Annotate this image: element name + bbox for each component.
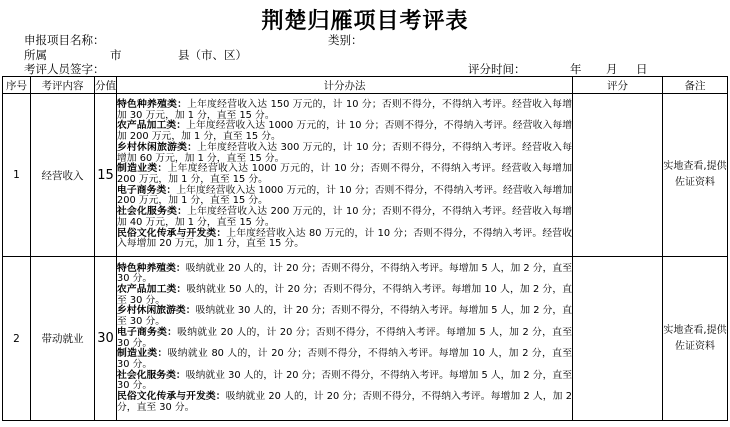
method-entry (117, 121, 572, 142)
method-entry (117, 264, 572, 285)
method-category: 社会化服务类： (117, 369, 186, 381)
method-category: 民俗文化传承与开发类： (117, 391, 226, 403)
method-text: 吸纳就业 20 人的，计 20 分；否则不得分，不得纳入考评。每增加 5 人，加 2 分，直至 30 分。 (117, 262, 573, 285)
method-entry (117, 164, 572, 185)
year-label: 年 (570, 62, 582, 76)
table-header-row (3, 77, 728, 94)
header-content: 考评内容 (31, 77, 95, 94)
row-method (117, 94, 573, 257)
time-label: 评分时间： (468, 62, 526, 76)
method-category: 制造业类： (117, 348, 168, 360)
header-note: 备注 (663, 77, 728, 94)
method-text: 吸纳就业 20 人的，计 20 分；否则不得分，不得纳入考评。每增加 5 人，加 2 分，直至 30 分。 (117, 326, 573, 349)
header-no: 序号 (3, 77, 31, 94)
method-entry (117, 349, 572, 370)
method-category: 社会化服务类： (117, 206, 188, 218)
method-category: 乡村休闲旅游类： (117, 305, 196, 317)
row-score: 15 (95, 94, 117, 257)
method-text: 上年度经营收入达 80 万元的，计 10 分；否则不得分，不得纳入考评。经营收入每增加 20 万元，加 1 分，直至 15 分。 (117, 227, 573, 250)
method-text: 吸纳就业 80 人的，计 20 分；否则不得分，不得纳入考评。每增加 10 人，加 2 分，直至 30 分。 (117, 348, 573, 370)
method-text: 上年度经营收入达 1000 万元的，计 10 分；否则不得分，不得纳入考评。经营收入每增加 200 万元，加 1 分，直至 15 分。 (117, 184, 573, 207)
method-category: 电子商务类： (117, 326, 178, 338)
method-category: 特色种养殖类： (117, 99, 188, 111)
method-entry (117, 392, 572, 413)
row-score: 30 (95, 257, 117, 421)
evaluator-label: 考评人员签字： (24, 62, 105, 76)
method-text: 上年度经营收入达 200 万元的，计 10 分；否则不得分，不得纳入考评。经营收入每增加 40 万元，加 1 分，直至 15 分。 (117, 206, 572, 228)
location-prefix: 所属 (24, 48, 47, 62)
day-label: 日 (636, 62, 648, 76)
method-category: 特色种养殖类： (117, 262, 186, 274)
city-label: 市 (110, 48, 122, 62)
method-text: 吸纳就业 20 人的，计 20 分；否则不得分，不得纳入考评。每增加 2 人，加 2 分，直至 30 分。 (117, 391, 572, 413)
evaluation-table (2, 76, 728, 421)
row-content: 经营收入 (31, 94, 95, 257)
method-entry (117, 371, 572, 392)
method-category: 民俗文化传承与开发类： (117, 227, 227, 239)
header-method: 计分办法 (117, 77, 573, 94)
method-entry (117, 229, 572, 250)
method-text: 上年度经营收入达 1000 万元的，计 10 分；否则不得分，不得纳入考评。经营收入每增加 200 万元，加 1 分，直至 15 分。 (117, 120, 573, 143)
method-entry (117, 100, 572, 121)
method-category: 制造业类： (117, 163, 168, 175)
row-number: 2 (3, 257, 31, 421)
method-text: 吸纳就业 30 人的，计 20 分；否则不得分，不得纳入考评。每增加 5 人，加 2 分，直至 30 分。 (117, 305, 573, 328)
table-row (3, 257, 728, 421)
month-label: 月 (606, 62, 618, 76)
row-rating-cell[interactable] (573, 257, 663, 421)
method-entry (117, 306, 572, 327)
method-entry (117, 285, 572, 306)
method-text: 上年度经营收入达 300 万元的，计 10 分；否则不得分，不得纳入考评。经营收入每增加 60 万元，加 1 分，直至 15 分。 (117, 141, 572, 164)
category-label: 类别： (328, 33, 363, 47)
method-text: 上年度经营收入达 1000 万元的，计 10 分；否则不得分，不得纳入考评。经营收入每增加 200 万元，加 1 分，直至 15 分。 (117, 163, 572, 185)
header-rating: 评分 (573, 77, 663, 94)
method-category: 农产品加工类： (117, 283, 187, 295)
row-note: 实地查看,提供佐证资料 (663, 257, 728, 421)
method-text: 上年度经营收入达 150 万元的，计 10 分；否则不得分，不得纳入考评。经营收入每增加 30 万元，加 1 分，直至 15 分。 (117, 99, 572, 121)
row-method (117, 257, 573, 421)
method-category: 农产品加工类： (117, 120, 187, 132)
county-label: 县（市、区） (178, 48, 247, 62)
row-number: 1 (3, 94, 31, 257)
project-name-label: 申报项目名称： (24, 33, 105, 47)
table-row (3, 94, 728, 257)
row-rating-cell[interactable] (573, 94, 663, 257)
header-score: 分值 (95, 77, 117, 94)
method-category: 电子商务类： (117, 184, 177, 196)
method-text: 吸纳就业 50 人的，计 20 分；否则不得分，不得纳入考评。每增加 10 人，加 2 分，直至 30 分。 (117, 283, 573, 306)
method-entry (117, 328, 572, 349)
method-category: 乡村休闲旅游类： (117, 141, 198, 153)
method-entry (117, 143, 572, 164)
row-content: 带动就业 (31, 257, 95, 421)
method-text: 吸纳就业 30 人的，计 20 分；否则不得分，不得纳入考评。每增加 5 人，加 2 分，直至 30 分。 (117, 369, 573, 392)
form-title: 荆楚归雁项目考评表 (261, 8, 469, 34)
method-entry (117, 207, 572, 228)
row-note: 实地查看,提供佐证资料 (663, 94, 728, 257)
method-entry (117, 186, 572, 207)
